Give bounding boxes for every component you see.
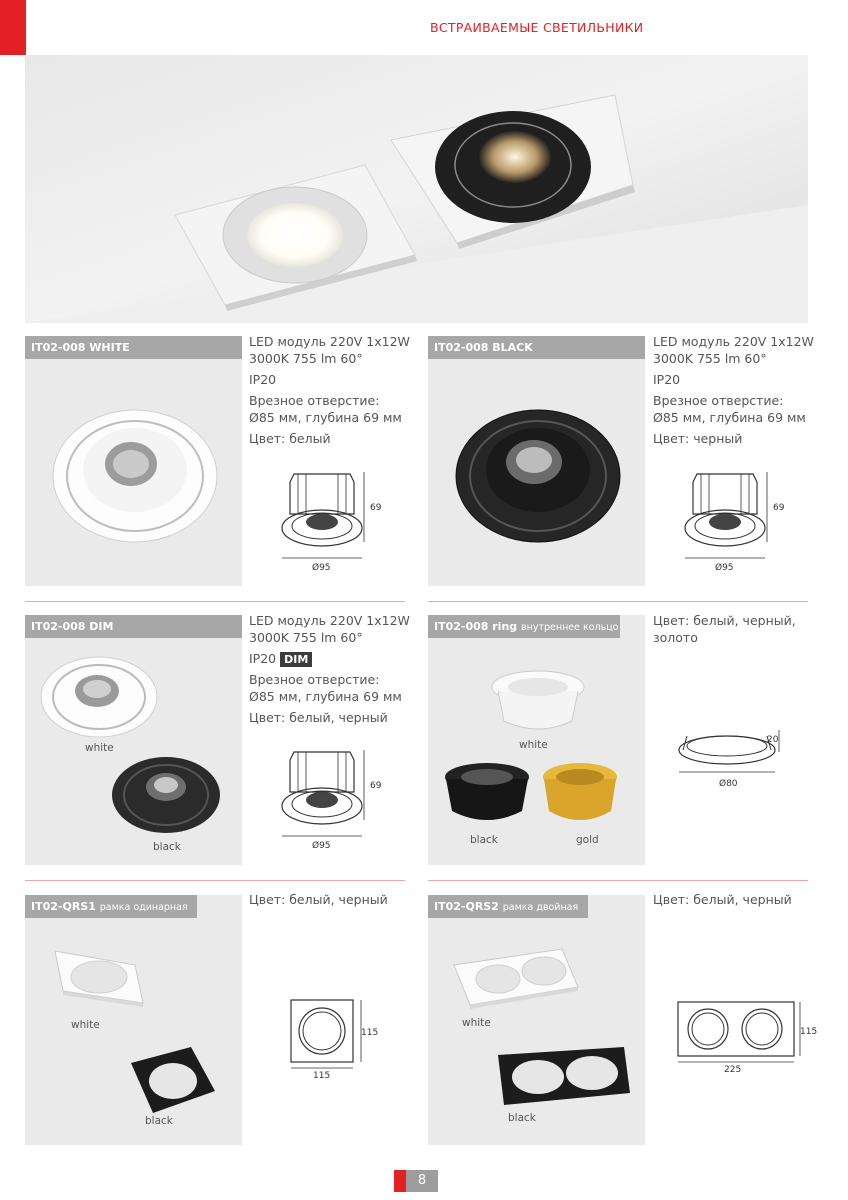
- spec-color: Цвет: белый, черный: [249, 892, 388, 907]
- spec-led: LED модуль 220V 1x12W: [653, 334, 814, 349]
- dim-badge: DIM: [280, 652, 312, 667]
- spec-ip: IP20: [249, 651, 277, 666]
- caption-white: white: [462, 1017, 491, 1029]
- ring-gold-image: [540, 759, 620, 829]
- section-title: ВСТРАИВАЕМЫЕ СВЕТИЛЬНИКИ: [430, 20, 644, 35]
- product-subtitle: рамка двойная: [502, 902, 579, 913]
- caption-gold: gold: [576, 834, 599, 846]
- page-number-accent: [394, 1170, 406, 1192]
- product-code: IT02-QRS1: [31, 900, 96, 913]
- product-label-dim: IT02-008 DIM: [25, 615, 242, 638]
- dim-height: 69: [773, 503, 785, 513]
- spec-led: LED модуль 220V 1x12W: [249, 613, 410, 628]
- dimension-drawing-dim: [272, 740, 392, 855]
- spec-color: Цвет: белый, черный,: [653, 613, 796, 628]
- spec-block-black: [653, 333, 814, 447]
- spec-block-dim: [249, 612, 410, 726]
- spec-block-white: [249, 333, 410, 447]
- product-image-black: [428, 336, 645, 586]
- frame-single-white-image: [47, 945, 147, 1015]
- dim-diameter: Ø95: [715, 563, 734, 573]
- spec-ip-row: [249, 650, 410, 667]
- spec-color: Цвет: белый, черный: [249, 710, 388, 725]
- ring-black-image: [442, 759, 532, 829]
- product-image-ring: [428, 615, 645, 865]
- frame-double-black-image: [494, 1045, 634, 1109]
- caption-white: white: [85, 742, 114, 754]
- hero-photo: [25, 55, 808, 323]
- product-label-black: IT02-008 BLACK: [428, 336, 645, 359]
- caption-white: white: [519, 739, 548, 751]
- product-code: IT02-QRS2: [434, 900, 499, 913]
- spec-color: Цвет: черный: [653, 431, 743, 446]
- dimension-drawing-qrs1: [285, 996, 385, 1080]
- spec-color-cont: золото: [653, 630, 698, 645]
- dim-width: 115: [313, 1071, 331, 1080]
- product-label-white: IT02-008 WHITE: [25, 336, 242, 359]
- product-label-ring: [428, 615, 620, 638]
- divider: [428, 880, 808, 881]
- product-image-qrs2: [428, 895, 645, 1145]
- spec-block-qrs2: [653, 891, 792, 908]
- product-subtitle: рамка одинарная: [99, 902, 188, 913]
- spec-color: Цвет: белый, черный: [653, 892, 792, 907]
- product-image-qrs1: [25, 895, 242, 1145]
- spec-hole: Врезное отверстие:: [653, 393, 784, 408]
- downlight-black-image: [448, 396, 628, 546]
- dimension-drawing-ring: [675, 722, 795, 797]
- spec-block-ring: [653, 612, 796, 646]
- caption-black: black: [153, 841, 181, 853]
- downlight-dim-black-image: [110, 753, 225, 838]
- page-number: 8: [406, 1170, 438, 1192]
- dim-diameter: Ø95: [312, 563, 331, 573]
- dim-width: 225: [724, 1065, 742, 1075]
- spec-lm: 3000K 755 lm 60°: [249, 630, 363, 645]
- product-label-qrs2: [428, 895, 588, 918]
- spec-led: LED модуль 220V 1x12W: [249, 334, 410, 349]
- product-label-qrs1: [25, 895, 197, 918]
- spec-lm: 3000K 755 lm 60°: [249, 351, 363, 366]
- spec-hole-size: Ø85 мм, глубина 69 мм: [249, 689, 402, 704]
- frame-single-black-image: [121, 1043, 221, 1121]
- product-code: IT02-008 ring: [434, 620, 518, 633]
- spec-block-qrs1: [249, 891, 388, 908]
- caption-white: white: [71, 1019, 100, 1031]
- product-subtitle: внутреннее кольцо: [521, 622, 619, 633]
- frame-double-white-image: [446, 945, 586, 1017]
- spec-hole: Врезное отверстие:: [249, 393, 380, 408]
- dimension-drawing-black: [675, 462, 795, 577]
- divider: [25, 601, 405, 602]
- red-corner-accent: [0, 0, 26, 55]
- ring-white-image: [488, 667, 588, 737]
- dim-height: 115: [800, 1027, 818, 1037]
- spec-hole: Врезное отверстие:: [249, 672, 380, 687]
- caption-black: black: [508, 1112, 536, 1124]
- dimension-drawing-qrs2: [672, 996, 822, 1076]
- spec-ip: IP20: [653, 372, 681, 387]
- divider: [25, 880, 405, 881]
- dimension-drawing-white: [272, 462, 392, 577]
- spec-hole-size: Ø85 мм, глубина 69 мм: [249, 410, 402, 425]
- divider: [428, 601, 808, 602]
- dim-height: 69: [370, 781, 382, 791]
- spec-hole-size: Ø85 мм, глубина 69 мм: [653, 410, 806, 425]
- dim-diameter: Ø80: [719, 779, 738, 789]
- spec-ip: IP20: [249, 372, 277, 387]
- product-image-white: [25, 336, 242, 586]
- dim-height: 20: [767, 735, 779, 745]
- dim-diameter: Ø95: [312, 841, 331, 851]
- downlight-dim-white-image: [39, 653, 164, 743]
- dim-height: 115: [361, 1028, 379, 1038]
- spec-color: Цвет: белый: [249, 431, 331, 446]
- caption-black: black: [145, 1115, 173, 1127]
- product-image-dim: [25, 615, 242, 865]
- spec-lm: 3000K 755 lm 60°: [653, 351, 767, 366]
- dim-height: 69: [370, 503, 382, 513]
- caption-black: black: [470, 834, 498, 846]
- downlight-white-image: [45, 396, 225, 546]
